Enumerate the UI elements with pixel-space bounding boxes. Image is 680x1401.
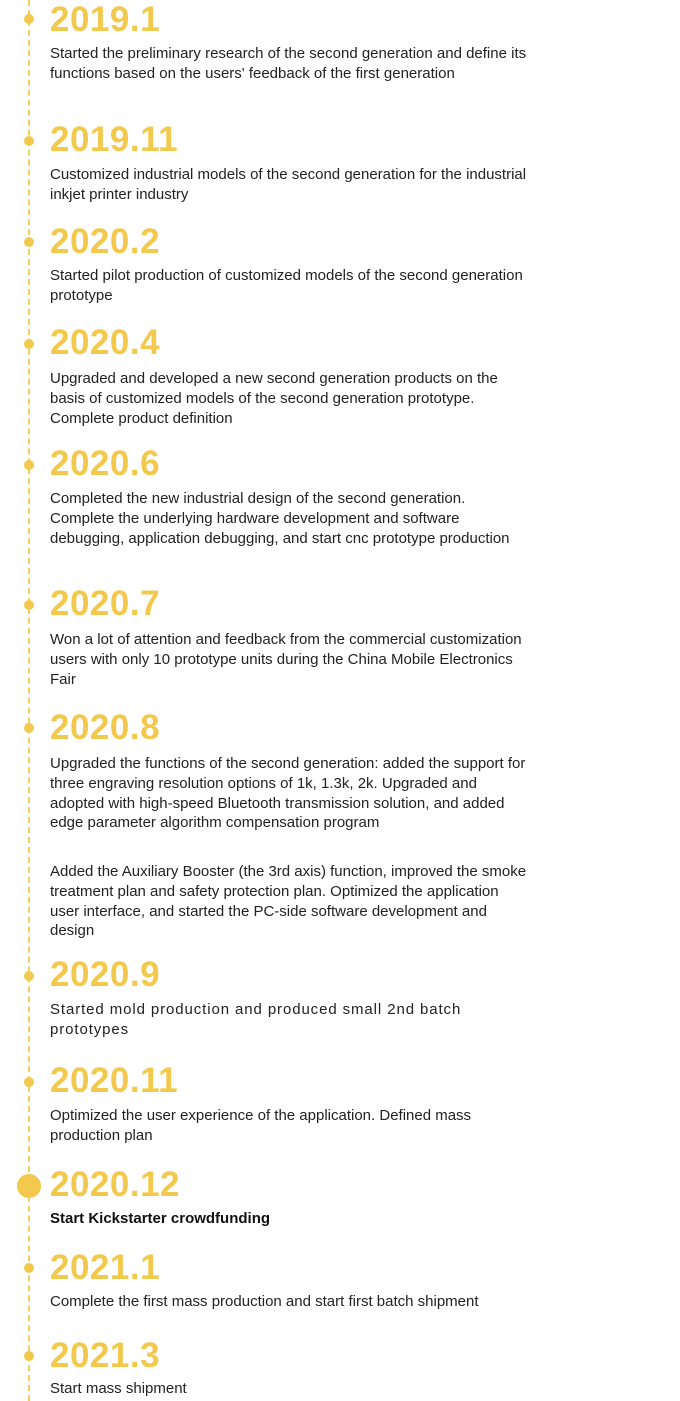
entry-description: Started mold production and produced small 2nd batch prototypes (50, 1001, 462, 1038)
timeline-dot (24, 136, 34, 146)
entry-description: Started the preliminary research of the second generation and define its functions based on the users' feedback of the first generation (50, 45, 527, 82)
entry-year: 2020.8 (50, 708, 161, 747)
timeline-dot (24, 1263, 34, 1273)
entry-year: 2020.11 (50, 1061, 179, 1100)
entry-year: 2020.12 (50, 1165, 181, 1204)
timeline-dot (24, 1077, 34, 1087)
entry-description: Started pilot production of customized models of the second generation prototype (50, 267, 523, 304)
entry-description: Optimized the user experience of the application. Defined mass production plan (50, 1107, 472, 1144)
entry-description: Upgraded and developed a new second generation products on the basis of customized models of the second generation prototype. Complete product definition (50, 370, 498, 427)
entry-year: 2019.1 (50, 0, 161, 39)
entry-description: Won a lot of attention and feedback from the commercial customization users with only 10 prototype units during the China Mobile Electronics Fair (50, 631, 522, 688)
entry-year: 2020.9 (50, 955, 161, 994)
entry-year: 2021.1 (50, 1248, 161, 1287)
entry-year: 2020.2 (50, 222, 161, 261)
entry-year: 2020.7 (50, 584, 161, 623)
timeline-dot (24, 14, 34, 24)
entry-year: 2019.11 (50, 120, 179, 159)
entry-description: Upgraded the functions of the second generation: added the support for three engraving resolution options of 1k, 1.3k, 2k. Upgraded and adopted with high-speed Bluetooth transmission solution, and added edge parameter algorithm compensation program (50, 755, 526, 832)
timeline-dot (24, 339, 34, 349)
entry-year: 2020.6 (50, 444, 161, 483)
timeline-current-dot (17, 1174, 41, 1198)
timeline-dot (24, 723, 34, 733)
entry-description: Complete the first mass production and start first batch shipment (50, 1293, 479, 1310)
timeline-dot (24, 1351, 34, 1361)
entry-description: Start mass shipment (50, 1380, 187, 1397)
entry-description: Customized industrial models of the second generation for the industrial inkjet printer industry (50, 166, 527, 203)
entry-description: Start Kickstarter crowdfunding (50, 1210, 271, 1227)
timeline-dot (24, 971, 34, 981)
timeline-dot (24, 237, 34, 247)
entry-year: 2020.4 (50, 323, 161, 362)
entry-year: 2021.3 (50, 1336, 161, 1375)
timeline-dot (24, 460, 34, 470)
entry-description-continued: Added the Auxiliary Booster (the 3rd axis) function, improved the smoke treatment plan and safety protection plan. Optimized the application user interface, and started the PC-side software development and design (50, 863, 527, 940)
entry-description: Completed the new industrial design of the second generation. Complete the underlying hardware development and software debugging, application debugging, and start cnc prototype production (50, 490, 510, 547)
timeline-dot (24, 600, 34, 610)
